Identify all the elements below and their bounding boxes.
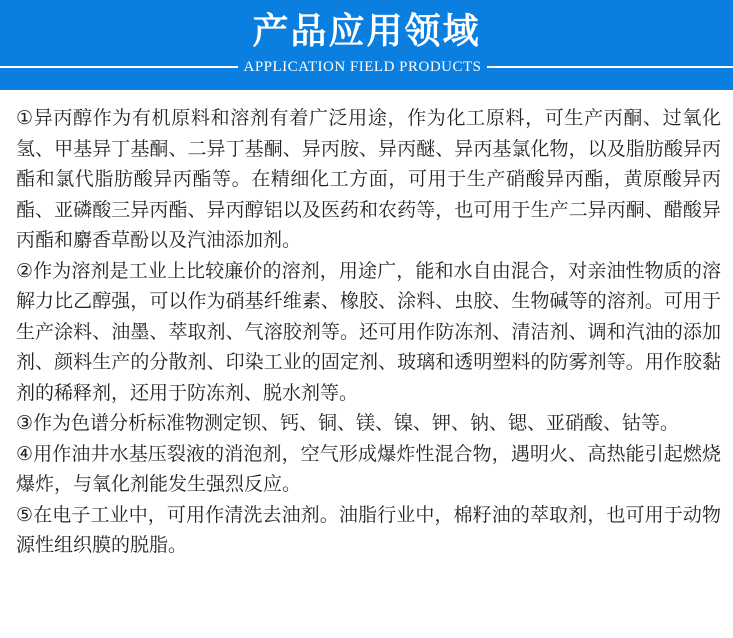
paragraph-1: ①异丙醇作为有机原料和溶剂有着广泛用途，作为化工原料，可生产丙酮、过氧化氢、甲基异丁基酮、二异丁基酮、异丙胺、异丙醚、异丙基氯化物，以及脂肪酸异丙酯和氯代脂肪酸异丙酯等。在精细化工方面，可用于生产硝酸异丙酯，黄原酸异丙酯、亚磷酸三异丙酯、异丙醇铝以及医药和农药等，也可用于生产二异丙酮、醋酸异丙酯和麝香草酚以及汽油添加剂。	[16, 107, 721, 251]
paragraph-5: ⑤在电子工业中，可用作清洗去油剂。油脂行业中，棉籽油的萃取剂，也可用于动物源性组织膜的脱脂。	[16, 503, 721, 556]
application-description	[16, 103, 721, 561]
subtitle-divider-right	[487, 66, 733, 68]
page-subtitle: APPLICATION FIELD PRODUCTS	[243, 59, 482, 75]
paragraph-2: ②作为溶剂是工业上比较廉价的溶剂，用途广，能和水自由混合，对亲油性物质的溶解力比乙醇强，可以作为硝基纤维素、橡胶、涂料、虫胶、生物碱等的溶剂。可用于生产涂料、油墨、萃取剂、气溶胶剂等。还可用作防冻剂、清洁剂、调和汽油的添加剂、颜料生产的分散剂、印染工业的固定剂、玻璃和透明塑料的防雾剂等。用作胶黏剂的稀释剂，还用于防冻剂、脱水剂等。	[16, 259, 721, 404]
subtitle-divider-left	[0, 66, 238, 68]
header-banner	[0, 0, 733, 90]
page-title: 产品应用领域	[252, 11, 481, 52]
paragraph-3: ③作为色谱分析标准物测定钡、钙、铜、镁、镍、钾、钠、锶、亚硝酸、钴等。	[16, 412, 680, 434]
paragraph-4: ④用作油井水基压裂液的消泡剂，空气形成爆炸性混合物，遇明火、高热能引起燃烧爆炸，与氧化剂能发生强烈反应。	[16, 442, 721, 495]
